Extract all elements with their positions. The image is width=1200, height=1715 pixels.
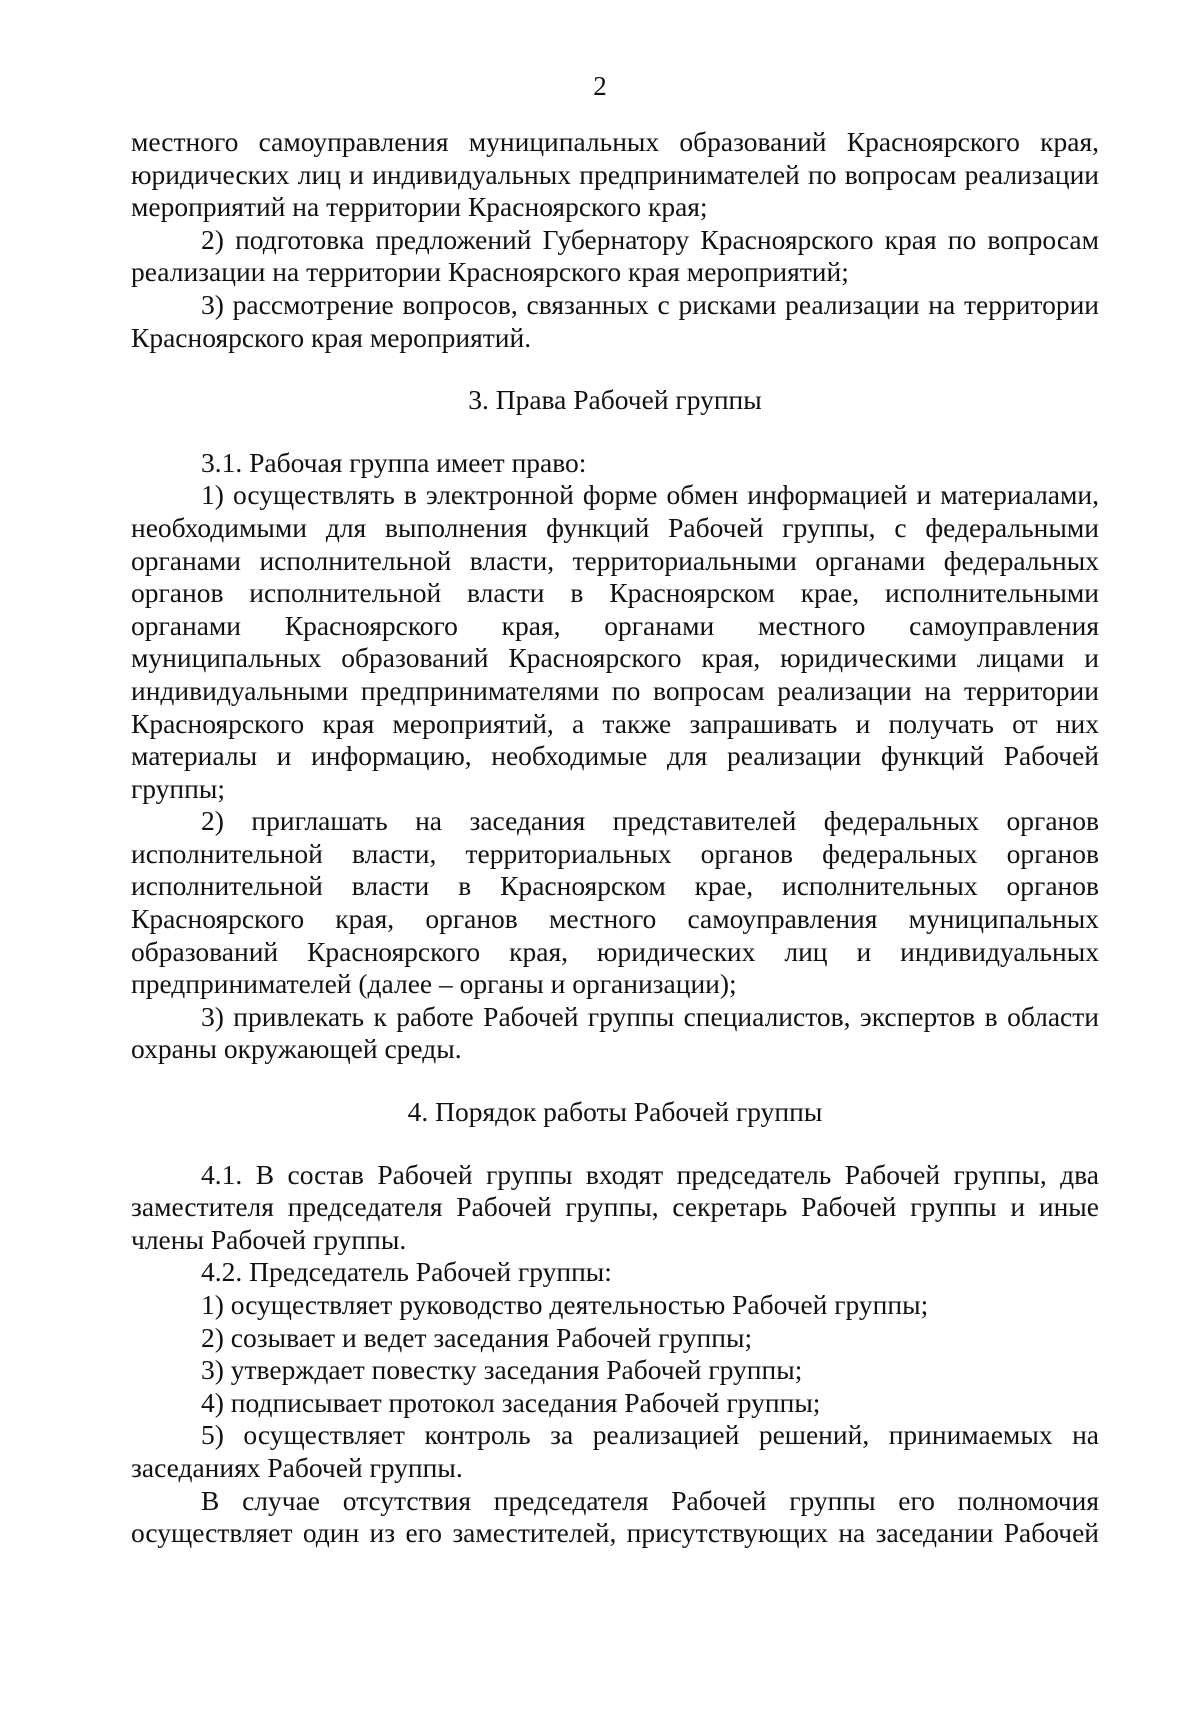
paragraph: 1) осуществляет руководство деятельностью Рабочей группы; [201, 1289, 929, 1320]
paragraph: местного самоуправления муниципальных образований Красноярского края, юридических лиц и индивидуальных предпринимателей по вопросам реализации мероприятий на территории Красноярского края; [131, 126, 1099, 223]
document-body [131, 126, 1099, 1550]
paragraph: 4.1. В состав Рабочей группы входят председатель Рабочей группы, два заместителя председателя Рабочей группы, секретарь Рабочей группы и иные члены Рабочей группы. [131, 1158, 1099, 1255]
paragraph: 3.1. Рабочая группа имеет право: [201, 446, 587, 478]
page-number: 2 [593, 71, 607, 101]
paragraph: 5) осуществляет контроль за реализацией решений, принимаемых на заседаниях Рабочей группы. [131, 1419, 1099, 1483]
section-heading: 3. Права Рабочей группы [468, 384, 762, 416]
paragraph: 3) привлекать к работе Рабочей группы специалистов, экспертов в области охраны окружающей среды. [131, 1000, 1099, 1065]
paragraph: 3) рассмотрение вопросов, связанных с рисками реализации на территории Красноярского края мероприятий. [131, 288, 1099, 353]
paragraph: 3) утверждает повестку заседания Рабочей группы; [201, 1354, 803, 1386]
paragraph: 2) приглашать на заседания представителей федеральных органов исполнительной власти, территориальных органов федеральных органов исполнительной власти в Красноярском крае, исполнительных органов Красноярского края, органов местного самоуправления муниципальных образований Красноярского края, юридических лиц и индивидуальных предпринимателей (далее – органы и организации); [131, 805, 1099, 1000]
paragraph: 1) осуществлять в электронной форме обмен информацией и материалами, необходимыми для выполнения функций Рабочей группы, с федеральными органами исполнительной власти, территориальными органами федеральных органов исполнительной власти в Красноярском крае, исполнительными органами Красноярского края, органами местного самоуправления муниципальных образований Красноярского края, юридическими лицами и индивидуальными предпринимателями по вопросам реализации на территории Красноярского края мероприятий, а также запрашивать и получать от них материалы и информацию, необходимые для реализации функций Рабочей группы; [131, 479, 1099, 804]
paragraph: 4) подписывает протокол заседания Рабочей группы; [201, 1386, 821, 1418]
section-heading: 4. Порядок работы Рабочей группы [407, 1096, 823, 1128]
paragraph: 2) подготовка предложений Губернатору Красноярского края по вопросам реализации на территории Красноярского края мероприятий; [131, 223, 1099, 288]
paragraph: 2) созывает и ведет заседания Рабочей группы; [201, 1321, 753, 1353]
paragraph: В случае отсутствия председателя Рабочей группы его полномочия осуществляет один из его заместителей, присутствующих на заседании Рабочей [131, 1484, 1099, 1549]
paragraph: 4.2. Председатель Рабочей группы: [201, 1256, 612, 1288]
